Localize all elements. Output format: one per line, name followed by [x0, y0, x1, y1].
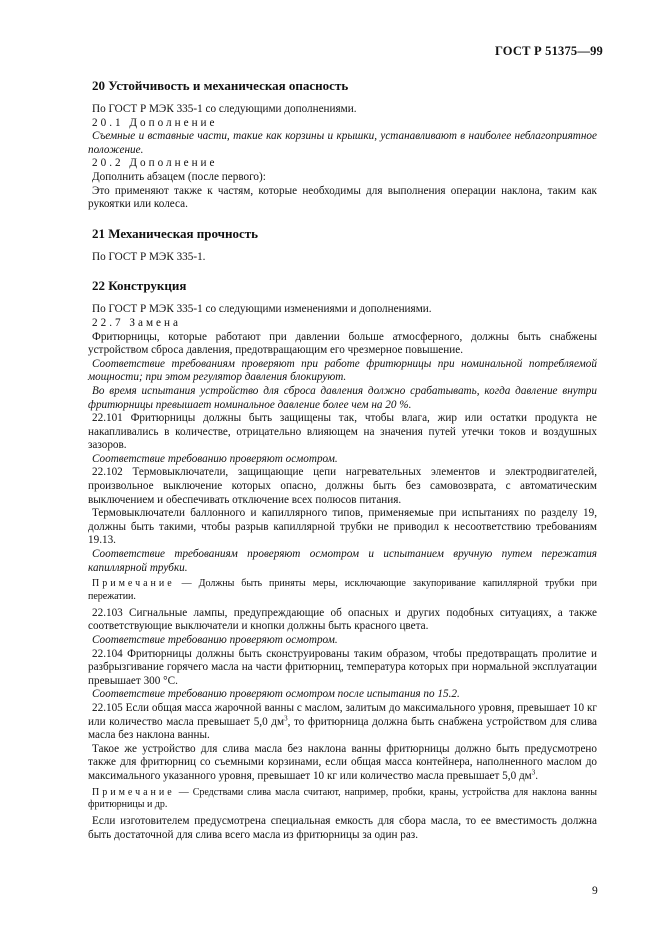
paragraph: По ГОСТ Р МЭК 335-1.	[92, 250, 206, 263]
page-number: 9	[592, 885, 598, 897]
note-label: Примечание	[92, 578, 175, 590]
section-21-title: 21 Механическая прочность	[92, 225, 259, 241]
paragraph: Дополнить абзацем (после первого):	[92, 170, 266, 183]
section-22-title: 22 Конструкция	[92, 278, 187, 294]
paragraph: Фритюрницы, которые работают при давлении больше атмосферного, должны быть снабжены устройством сброса давления, предотвращающим его чрезмерное повышение.	[88, 330, 597, 357]
section-20	[88, 78, 597, 212]
paragraph: Если изготовителем предусмотрена специальная емкость для сбора масла, то ее вместимость должна быть достаточной для слива всего масла из фритюрницы за один раз.	[88, 815, 597, 841]
paragraph: Соответствие требованию проверяют осмотром.	[92, 634, 338, 646]
note	[88, 578, 597, 604]
paragraph: Соответствие требованиям проверяют осмотром и испытанием вручную путем пережатия капиллярной трубки.	[88, 548, 597, 574]
subsection-20-1: 20.1 Дополнение	[92, 116, 218, 129]
paragraph-text: 22.105 Если общая масса жарочной ванны с маслом, залитым до максимального уровня, превышает 10 кг или количество масла превышает 5,0 дм	[88, 701, 597, 728]
note-label: Примечание	[92, 786, 175, 798]
document-body	[88, 78, 597, 842]
paragraph-text: , то фритюрница должна быть снабжена устройством для слива масла без наклона ванны.	[88, 715, 597, 742]
paragraph: Съемные и вставные части, такие как корзины и крышки, устанавливают в наиболее неблагоприятное положение.	[88, 130, 597, 156]
note	[88, 787, 597, 813]
superscript: 3	[284, 713, 288, 722]
paragraph: 22.101 Фритюрницы должны быть защищены так, чтобы влага, жир или остатки продукта не накапливались в количестве, отрицательно влияющем на значения путей утечки токов и воздушных зазоров.	[88, 412, 597, 452]
section-22	[88, 278, 597, 842]
paragraph-text: Такое же устройство для слива масла без наклона ванны фритюрницы должно быть предусмотрено также для фритюрниц со съемными корзинами, если общая масса контейнера, наполненного маслом до максимального указанного уровня, превышает 10 кг или количество масла превышает 5,0 дм	[88, 742, 597, 782]
paragraph	[88, 702, 597, 743]
superscript: 3	[531, 768, 536, 777]
paragraph: Термовыключатели баллонного и капиллярного типов, применяемые при испытаниях по разделу 19, должны быть такими, чтобы разрыв капиллярной трубки не приводил к несоответствию требованиям 19.13.	[88, 507, 597, 547]
paragraph-text: .	[535, 769, 539, 782]
paragraph: Во время испытания устройство для сброса давления должно срабатывать, когда давление внутри фритюрницы превышает номинальное давление более чем на 20 %.	[88, 384, 597, 411]
paragraph: 22.104 Фритюрницы должны быть сконструированы таким образом, чтобы предотвращать пролитие и разбрызгивание горячего масла на части фритюрниц, температура которых при нормальной эксплуатации превышает 300 °С.	[88, 647, 597, 687]
paragraph: Соответствие требованию проверяют осмотром.	[92, 452, 338, 465]
paragraph: Соответствие требованию проверяют осмотром после испытания по 15.2.	[92, 688, 460, 701]
section-20-title: 20 Устойчивость и механическая опасность	[92, 78, 349, 93]
paragraph: По ГОСТ Р МЭК 335-1 со следующими дополнениями.	[92, 103, 357, 115]
paragraph: Соответствие требованиям проверяют при работе фритюрницы при номинальной потребляемой мощности; при этом регулятор давления блокируют.	[88, 357, 597, 384]
subsection-22-7: 22.7 Замена	[92, 316, 181, 329]
paragraph: По ГОСТ Р МЭК 335-1 со следующими изменениями и дополнениями.	[92, 303, 432, 316]
paragraph: 22.102 Термовыключатели, защищающие цепи нагревательных элементов и электродвигателей, произвольное выключение которых опасно, должны быть без самовозврата, с автоматическим выключением и обеспечивать отключение всех полюсов питания.	[88, 466, 597, 506]
subsection-20-2: 20.2 Дополнение	[92, 157, 218, 170]
paragraph: Это применяют также к частям, которые необходимы для выполнения операции наклона, таким как рукоятки или колеса.	[88, 184, 597, 211]
note-text: — Средствами слива масла считают, например, пробки, краны, устройства для наклона ванны фритюрницы и др.	[88, 786, 597, 811]
paragraph: 22.103 Сигнальные лампы, предупреждающие об опасных и других подобных ситуациях, а также соответствующие выключатели и кнопки должны быть красного цвета.	[88, 606, 597, 633]
section-21	[88, 226, 597, 265]
note-text: — Должны быть приняты меры, исключающие закупоривание капиллярной трубки при пережатии.	[88, 578, 597, 603]
paragraph	[88, 743, 597, 784]
document-header: ГОСТ Р 51375—99	[494, 44, 603, 58]
